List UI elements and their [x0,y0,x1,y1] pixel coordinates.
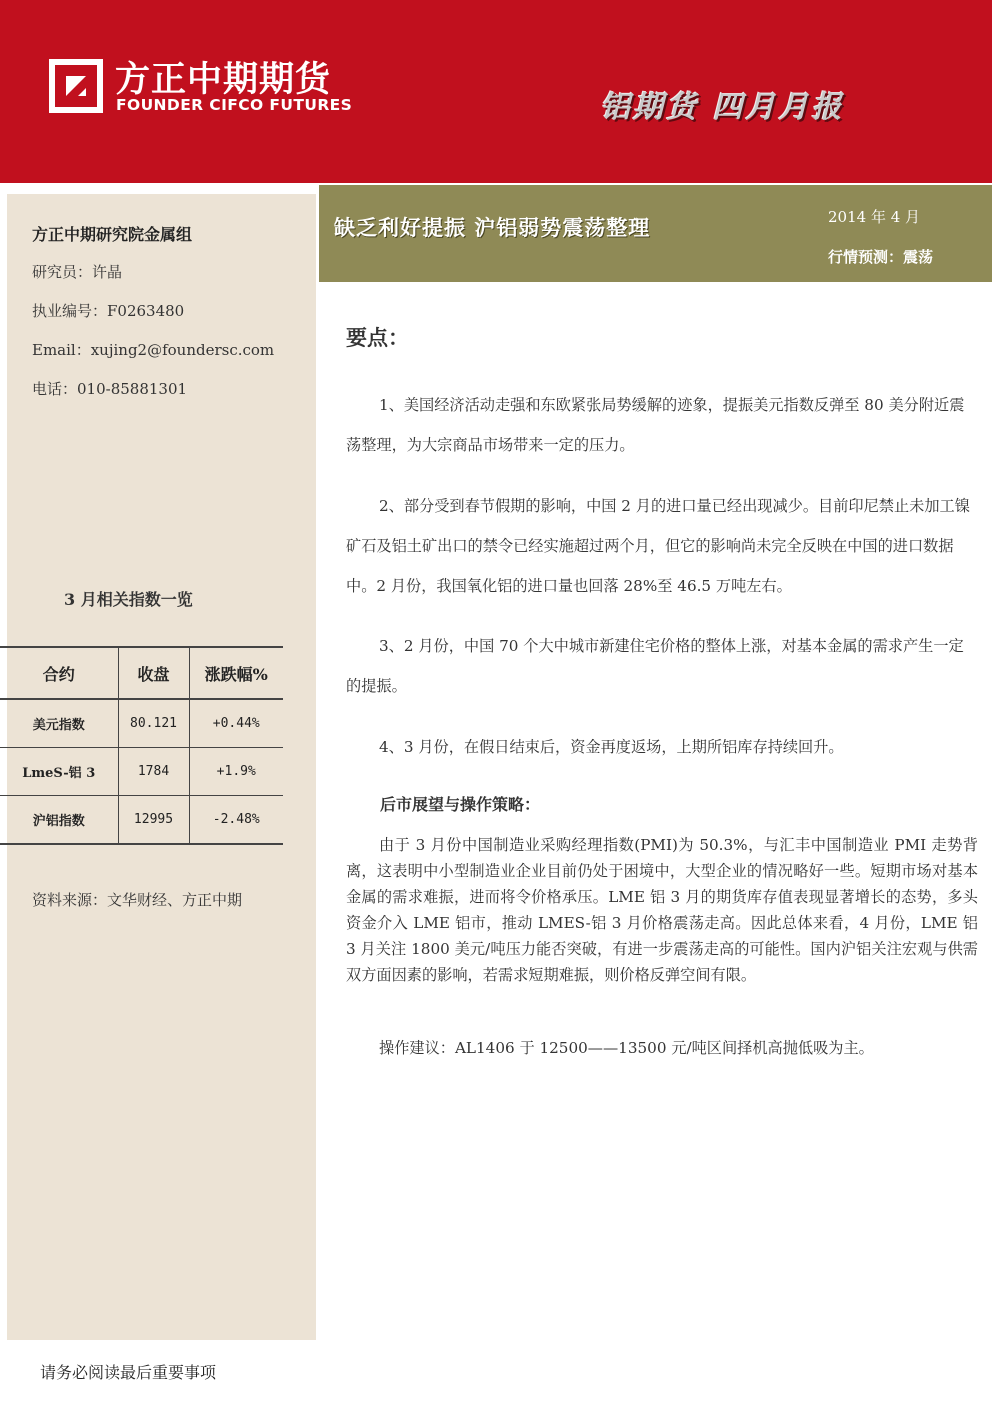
header-change: 涨跌幅% [189,647,283,699]
outlook-paragraph: 由于 3 月份中国制造业采购经理指数(PMI)为 50.3%，与汇丰中国制造业 PMI 走势背离，这表明中小型制造业企业目前仍处于困境中，大型企业的情况略好一些。短期市场对基本金属的需求难振，进而将令价格承压。LME 铝 3 月的期货库存值表现显著增长的态势，多头资金介入 LME 铝市，推动 LMES-铝 3 月价格震荡走高。因此总体来看，4 月份，LME 铝 3 月关注 1800 美元/吨压力能否突破，有进一步震荡走高的可能性。国内沪铝关注宏观与供需双方面因素的影响，若需求短期难振，则价格反弹空间有限。 [346,836,978,984]
row-close: 12995 [118,796,189,845]
phone-contact: 电话：010-85881301 [32,380,188,398]
founder-logo-icon [48,58,104,114]
key-point-3: 3、2 月份，中国 70 个大中城市新建住宅价格的整体上涨，对基本金属的需求产生一定的提振。 [346,637,964,695]
table-row [0,699,283,748]
key-point-4: 4、3 月份，在假日结束后，资金再度返场，上期所铝库存持续回升。 [379,738,844,756]
row-contract: 美元指数 [0,699,118,748]
row-change: +0.44% [189,699,283,748]
key-point-1: 1、美国经济活动走强和东欧紧张局势缓解的迹象，提振美元指数反弹至 80 美分附近震荡整理，为大宗商品市场带来一定的压力。 [346,396,965,454]
table-row [0,796,283,845]
row-close: 80.121 [118,699,189,748]
license-number: 执业编号：F0263480 [32,302,185,320]
footer-note: 请务必阅读最后重要事项 [40,1363,217,1382]
header-contract: 合约 [0,647,118,699]
index-table [0,646,283,845]
market-forecast: 行情预测：震荡 [828,248,934,266]
index-table-title: 3 月相关指数一览 [64,590,193,609]
trading-advice: 操作建议：AL1406 于 12500——13500 元/吨区间择机高抛低吸为主。 [379,1039,874,1057]
row-close: 1784 [118,748,189,796]
row-contract: LmeS-铝 3 [0,748,118,796]
table-header-row [0,647,283,699]
brand-name-en: FOUNDER CIFCO FUTURES [116,96,353,114]
table-row [0,748,283,796]
outlook-heading: 后市展望与操作策略： [380,795,541,814]
data-source: 资料来源：文华财经、方正中期 [32,891,243,909]
org-name: 方正中期研究院金属组 [32,225,193,244]
report-date: 2014 年 4 月 [828,208,921,226]
researcher-name: 研究员：许晶 [32,263,123,281]
row-contract: 沪铝指数 [0,796,118,845]
header-banner [0,0,992,183]
email-contact: Email：xujing2@foundersc.com [32,341,275,359]
brand-name-cn: 方正中期期货 [115,60,332,100]
header-close: 收盘 [118,647,189,699]
key-point-2: 2、部分受到春节假期的影响，中国 2 月的进口量已经出现减少。目前印尼禁止未加工镍矿石及铝土矿出口的禁令已经实施超过两个月，但它的影响尚未完全反映在中国的进口数据中。2 月份，我国氧化铝的进口量也回落 28%至 46.5 万吨左右。 [346,497,970,595]
row-change: +1.9% [189,748,283,796]
report-title: 铝期货 四月月报 [600,90,845,125]
row-change: -2.48% [189,796,283,845]
headline: 缺乏利好提振 沪铝弱势震荡整理 [334,216,651,240]
key-points-heading: 要点： [346,325,409,350]
